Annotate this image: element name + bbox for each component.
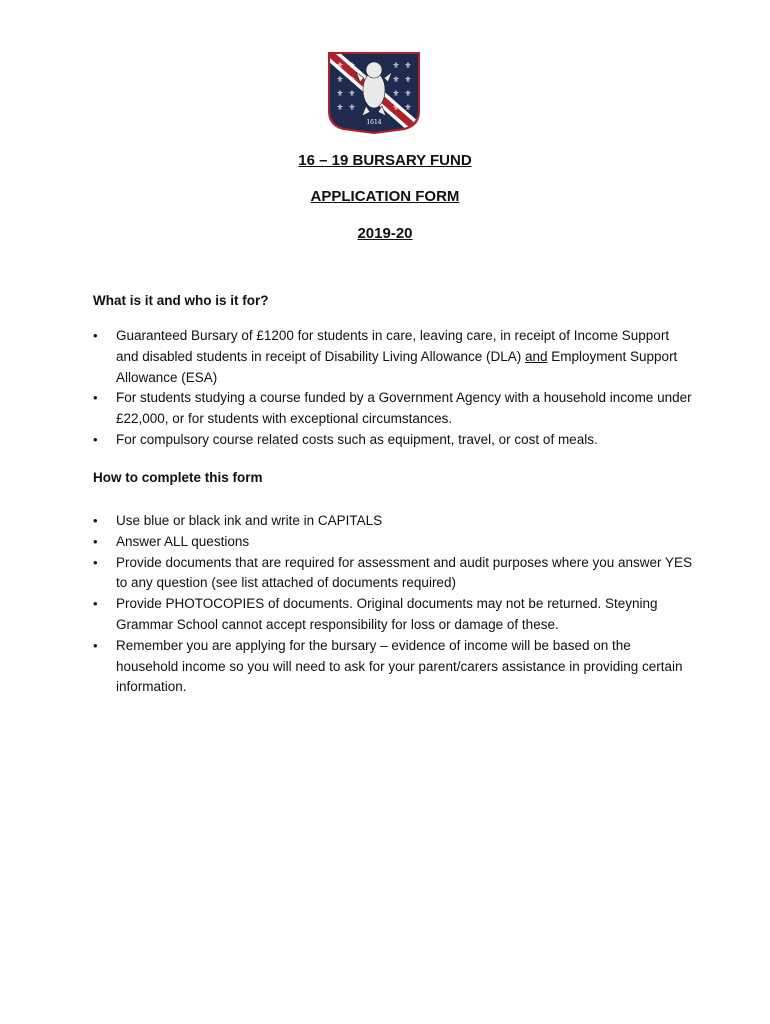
- instructions-list: [93, 511, 693, 698]
- list-item: • Guaranteed Bursary of £1200 for students in care, leaving care, in receipt of Income Support and disabled students in receipt of Disability Living Allowance (DLA) and Employment Support Allowance (ESA): [93, 326, 693, 388]
- svg-text:⚜: ⚜: [404, 103, 412, 112]
- list-item: • Remember you are applying for the bursary – evidence of income will be based on the household income so you will need to ask for your parent/carers assistance in providing certain information.: [93, 636, 693, 698]
- svg-text:⚜: ⚜: [336, 89, 344, 98]
- svg-text:⚜: ⚜: [348, 89, 356, 98]
- svg-text:⚜: ⚜: [392, 103, 400, 112]
- crest-year: 1614: [366, 119, 382, 126]
- form-year: 2019-20: [357, 225, 413, 242]
- page-title: 16 – 19 BURSARY FUND: [298, 152, 472, 169]
- eligibility-list: [93, 326, 693, 451]
- list-item: • Use blue or black ink and write in CAPITALS: [93, 511, 693, 532]
- list-item: • Provide documents that are required for assessment and audit purposes where you answer YES to any question (see list attached of documents required): [93, 553, 693, 595]
- svg-text:⚜: ⚜: [348, 103, 356, 112]
- school-crest-logo: [326, 50, 422, 134]
- list-item: • For compulsory course related costs such as equipment, travel, or cost of meals.: [93, 430, 693, 451]
- svg-text:⚜: ⚜: [348, 75, 356, 84]
- list-item: • Provide PHOTOCOPIES of documents. Original documents may not be returned. Steyning Grammar School cannot accept responsibility for loss or damage of these.: [93, 594, 693, 636]
- list-item: • Answer ALL questions: [93, 532, 693, 553]
- svg-text:⚜: ⚜: [392, 89, 400, 98]
- svg-text:⚜: ⚜: [404, 75, 412, 84]
- svg-text:⚜: ⚜: [336, 61, 344, 70]
- section-heading-what: What is it and who is it for?: [93, 293, 269, 308]
- list-item: • For students studying a course funded by a Government Agency with a household income under £22,000, or for students with exceptional circumstances.: [93, 388, 693, 430]
- svg-text:⚜: ⚜: [392, 61, 400, 70]
- svg-text:⚜: ⚜: [404, 89, 412, 98]
- form-subtitle: APPLICATION FORM: [310, 188, 460, 205]
- svg-text:⚜: ⚜: [392, 75, 400, 84]
- svg-text:⚜: ⚜: [336, 103, 344, 112]
- svg-text:⚜: ⚜: [404, 61, 412, 70]
- svg-text:⚜: ⚜: [348, 61, 356, 70]
- svg-text:⚜: ⚜: [336, 75, 344, 84]
- section-heading-how: How to complete this form: [93, 470, 263, 485]
